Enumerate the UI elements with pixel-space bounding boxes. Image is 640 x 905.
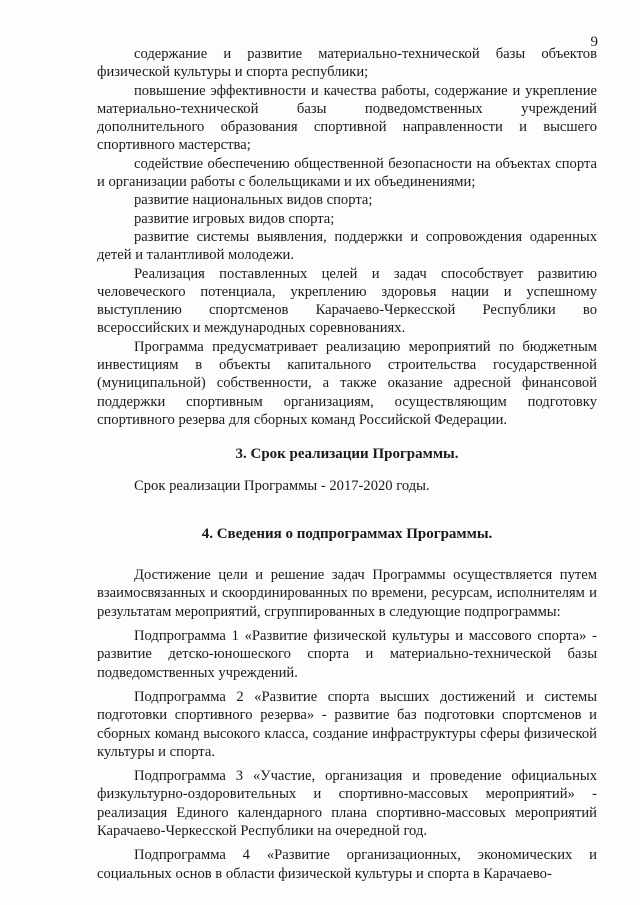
paragraph: содержание и развитие материально-технической базы объектов физической культуры и спорта республики; (97, 46, 597, 81)
paragraph: Программа предусматривает реализацию мероприятий по бюджетным инвестициям в объекты капитального строительства государственной (муниципальной) собственности, а также оказание адресной финансовой поддержки спортивным организациям, осуществляющим подготовку спортивного резерва для сборных команд Российской Федерации. (97, 338, 597, 428)
section-heading: 3. Срок реализации Программы. (235, 446, 459, 463)
paragraph: Подпрограмма 3 «Участие, организация и проведение официальных физкультурно-оздоровительных и спортивно-массовых мероприятий» - реализация Единого календарного плана спортивно-массовых мероприятий Карачаево-Черкесской Республики на очередной год. (97, 768, 597, 839)
document-body (97, 45, 597, 883)
paragraph: Подпрограмма 2 «Развитие спорта высших достижений и системы подготовки спортивного резерва» - развитие баз подготовки спортсменов и сборных команд высокого класса, создание инфраструктуры сферы физической культуры и спорта. (97, 688, 597, 760)
page-number: 9 (590, 34, 598, 50)
paragraph: Срок реализации Программы - 2017-2020 годы. (134, 477, 430, 494)
paragraph: содействие обеспечению общественной безопасности на объектах спорта и организации работы с болельщиками и их объединениями; (97, 155, 597, 191)
paragraph: Реализация поставленных целей и задач способствует развитию человеческого потенциала, укреплению здоровья нации и успешному выступлению спортсменов Карачаево-Черкесской Республики во всероссийских и международных соревнованиях. (97, 265, 597, 337)
paragraph: развитие национальных видов спорта; (134, 192, 373, 209)
paragraph: Подпрограмма 1 «Развитие физической культуры и массового спорта» - развитие детско-юношеского спорта и материально-технической базы подведомственных учреждений. (97, 628, 597, 681)
paragraph: развитие системы выявления, поддержки и сопровождения одаренных детей и талантливой молодежи. (97, 228, 597, 264)
section-heading: 4. Сведения о подпрограммах Программы. (201, 525, 493, 542)
paragraph: Подпрограмма 4 «Развитие организационных, экономических и социальных основ в области физической культуры и спорта в Карачаево- (97, 847, 597, 882)
paragraph: развитие игровых видов спорта; (134, 210, 335, 227)
paragraph: повышение эффективности и качества работы, содержание и укрепление материально-технической базы подведомственных учреждений дополнительного образования спортивной направленности и высшего спортивного мастерства; (97, 82, 597, 154)
paragraph: Достижение цели и решение задач Программы осуществляется путем взаимосвязанных и скоординированных по времени, ресурсам, исполнителям и результатам мероприятий, сгруппированных в следующие подпрограммы: (97, 567, 597, 620)
